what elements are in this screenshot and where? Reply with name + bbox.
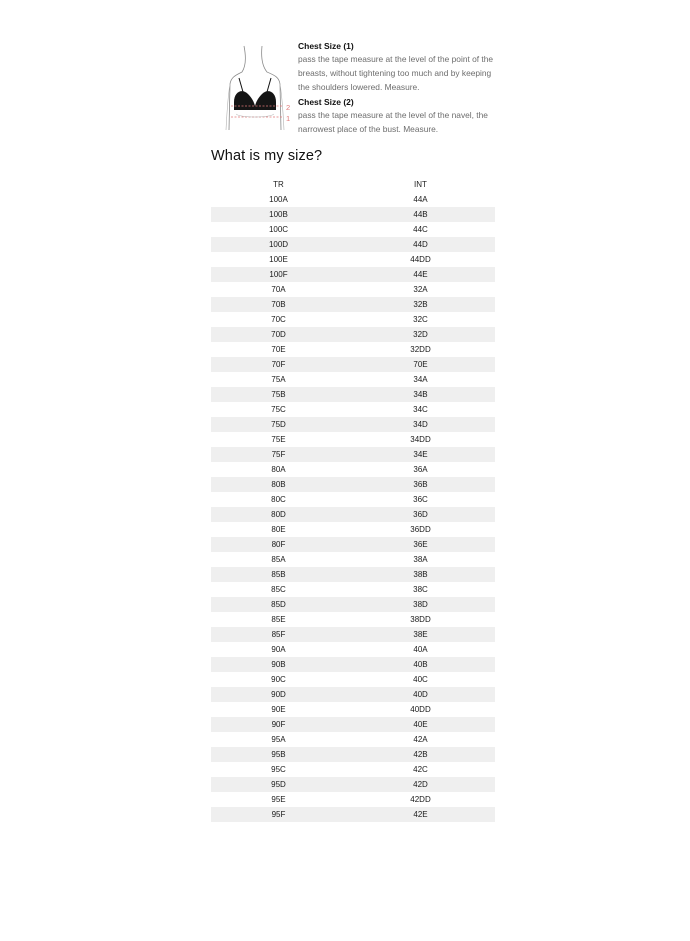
tr-size-cell: 85F (211, 627, 346, 642)
int-size-cell: 34B (346, 387, 495, 402)
column-header-int: INT (414, 180, 427, 189)
table-row (211, 282, 495, 297)
table-row (211, 267, 495, 282)
int-size-cell: 38E (346, 627, 495, 642)
size-conversion-table (211, 177, 495, 822)
table-header-row (211, 177, 495, 192)
int-size-cell: 42C (413, 765, 428, 774)
table-row (211, 327, 495, 342)
tr-size-cell: 75B (211, 387, 346, 402)
tr-size-cell: 90D (211, 687, 346, 702)
table-row (211, 297, 495, 312)
int-size-cell: 44DD (410, 255, 431, 264)
int-size-cell: 36E (346, 537, 495, 552)
int-size-cell: 38A (413, 555, 428, 564)
int-size-cell: 44B (346, 207, 495, 222)
int-size-cell: 38B (346, 567, 495, 582)
table-row (211, 732, 495, 747)
int-size-cell: 42E (346, 807, 495, 822)
bust-measurement-figure-icon (222, 44, 296, 134)
table-row (211, 612, 495, 627)
int-size-cell: 38C (413, 585, 428, 594)
tr-size-cell: 85C (271, 585, 286, 594)
table-row (211, 597, 495, 612)
tr-size-cell: 85E (271, 615, 286, 624)
tr-size-cell: 70F (211, 357, 346, 372)
table-row (211, 672, 495, 687)
tr-size-cell: 95C (271, 765, 286, 774)
table-row (211, 432, 495, 447)
tape-marker-2: 2 (286, 103, 291, 112)
tr-size-cell: 90E (271, 705, 286, 714)
tr-size-cell: 70C (271, 315, 286, 324)
table-row (211, 447, 495, 462)
int-size-cell: 40DD (410, 705, 431, 714)
tr-size-cell: 75E (271, 435, 286, 444)
tape-marker-1: 1 (286, 114, 291, 123)
int-size-cell: 34DD (410, 435, 431, 444)
tr-size-cell: 80D (211, 507, 346, 522)
table-row (211, 687, 495, 702)
tr-size-cell: 95D (211, 777, 346, 792)
table-row (211, 507, 495, 522)
int-size-cell: 40E (346, 717, 495, 732)
int-size-cell: 34C (413, 405, 428, 414)
tr-size-cell: 90A (271, 645, 286, 654)
int-size-cell: 44C (413, 225, 428, 234)
table-row (211, 492, 495, 507)
table-row (211, 567, 495, 582)
table-row (211, 372, 495, 387)
int-size-cell: 34D (346, 417, 495, 432)
int-size-cell: 40C (413, 675, 428, 684)
table-row (211, 312, 495, 327)
table-row (211, 207, 495, 222)
int-size-cell: 44D (346, 237, 495, 252)
table-row (211, 657, 495, 672)
int-size-cell: 38DD (410, 615, 431, 624)
int-size-cell: 36DD (410, 525, 431, 534)
table-row (211, 702, 495, 717)
int-size-cell: 44A (413, 195, 428, 204)
tr-size-cell: 100E (269, 255, 288, 264)
tr-size-cell: 70E (271, 345, 286, 354)
tr-size-cell: 90F (211, 717, 346, 732)
tr-size-cell: 90C (271, 675, 286, 684)
table-row (211, 792, 495, 807)
tr-size-cell: 75A (271, 375, 286, 384)
page-title: What is my size? (211, 148, 323, 164)
tr-size-cell: 95A (271, 735, 286, 744)
tr-size-cell: 95E (271, 795, 286, 804)
chest-size-2-title: Chest Size (2) (298, 97, 354, 107)
int-size-cell: 42DD (410, 795, 431, 804)
tr-size-cell: 75F (211, 447, 346, 462)
table-row (211, 462, 495, 477)
int-size-cell: 40A (413, 645, 428, 654)
table-row (211, 717, 495, 732)
tr-size-cell: 75C (271, 405, 286, 414)
table-row (211, 402, 495, 417)
table-row (211, 537, 495, 552)
int-size-cell: 32A (413, 285, 428, 294)
tr-size-cell: 70A (271, 285, 286, 294)
int-size-cell: 34E (346, 447, 495, 462)
int-size-cell: 42D (346, 777, 495, 792)
int-size-cell: 40B (346, 657, 495, 672)
tr-size-cell: 85B (211, 567, 346, 582)
chest-size-1-text: pass the tape measure at the level of the point of the breasts, without tightening too much and by keeping the shoulders lowered. Measure. (298, 54, 494, 92)
int-size-cell: 32C (413, 315, 428, 324)
int-size-cell: 70E (346, 357, 495, 372)
tr-size-cell: 95F (211, 807, 346, 822)
int-size-cell: 32D (346, 327, 495, 342)
table-row (211, 342, 495, 357)
table-row (211, 357, 495, 372)
tr-size-cell: 95B (211, 747, 346, 762)
size-table-body (211, 192, 495, 822)
int-size-cell: 38D (346, 597, 495, 612)
table-row (211, 252, 495, 267)
tr-size-cell: 85A (271, 555, 286, 564)
table-row (211, 777, 495, 792)
table-row (211, 582, 495, 597)
int-size-cell: 42A (413, 735, 428, 744)
int-size-cell: 36A (413, 465, 428, 474)
int-size-cell: 40D (346, 687, 495, 702)
tr-size-cell: 85D (211, 597, 346, 612)
table-row (211, 747, 495, 762)
int-size-cell: 34A (413, 375, 428, 384)
table-row (211, 387, 495, 402)
table-row (211, 477, 495, 492)
tr-size-cell: 100F (211, 267, 346, 282)
table-row (211, 552, 495, 567)
tr-size-cell: 80C (271, 495, 286, 504)
int-size-cell: 32DD (410, 345, 431, 354)
tr-size-cell: 80A (271, 465, 286, 474)
int-size-cell: 36D (346, 507, 495, 522)
table-row (211, 807, 495, 822)
int-size-cell: 44E (346, 267, 495, 282)
tr-size-cell: 100A (269, 195, 288, 204)
measurement-guide (298, 40, 498, 138)
tr-size-cell: 80B (211, 477, 346, 492)
int-size-cell: 42B (346, 747, 495, 762)
table-row (211, 627, 495, 642)
tr-size-cell: 100D (211, 237, 346, 252)
table-row (211, 522, 495, 537)
tr-size-cell: 90B (211, 657, 346, 672)
column-header-tr: TR (273, 180, 284, 189)
table-row (211, 237, 495, 252)
table-row (211, 642, 495, 657)
tr-size-cell: 70D (211, 327, 346, 342)
int-size-cell: 36B (346, 477, 495, 492)
int-size-cell: 36C (413, 495, 428, 504)
tr-size-cell: 80E (271, 525, 286, 534)
int-size-cell: 32B (346, 297, 495, 312)
table-row (211, 192, 495, 207)
tr-size-cell: 100B (211, 207, 346, 222)
tr-size-cell: 75D (211, 417, 346, 432)
table-row (211, 762, 495, 777)
tr-size-cell: 80F (211, 537, 346, 552)
chest-size-2-text: pass the tape measure at the level of the navel, the narrowest place of the bust. Measure. (298, 110, 488, 134)
tr-size-cell: 100C (268, 225, 289, 234)
table-row (211, 417, 495, 432)
chest-size-1-title: Chest Size (1) (298, 41, 354, 51)
tr-size-cell: 70B (211, 297, 346, 312)
table-row (211, 222, 495, 237)
